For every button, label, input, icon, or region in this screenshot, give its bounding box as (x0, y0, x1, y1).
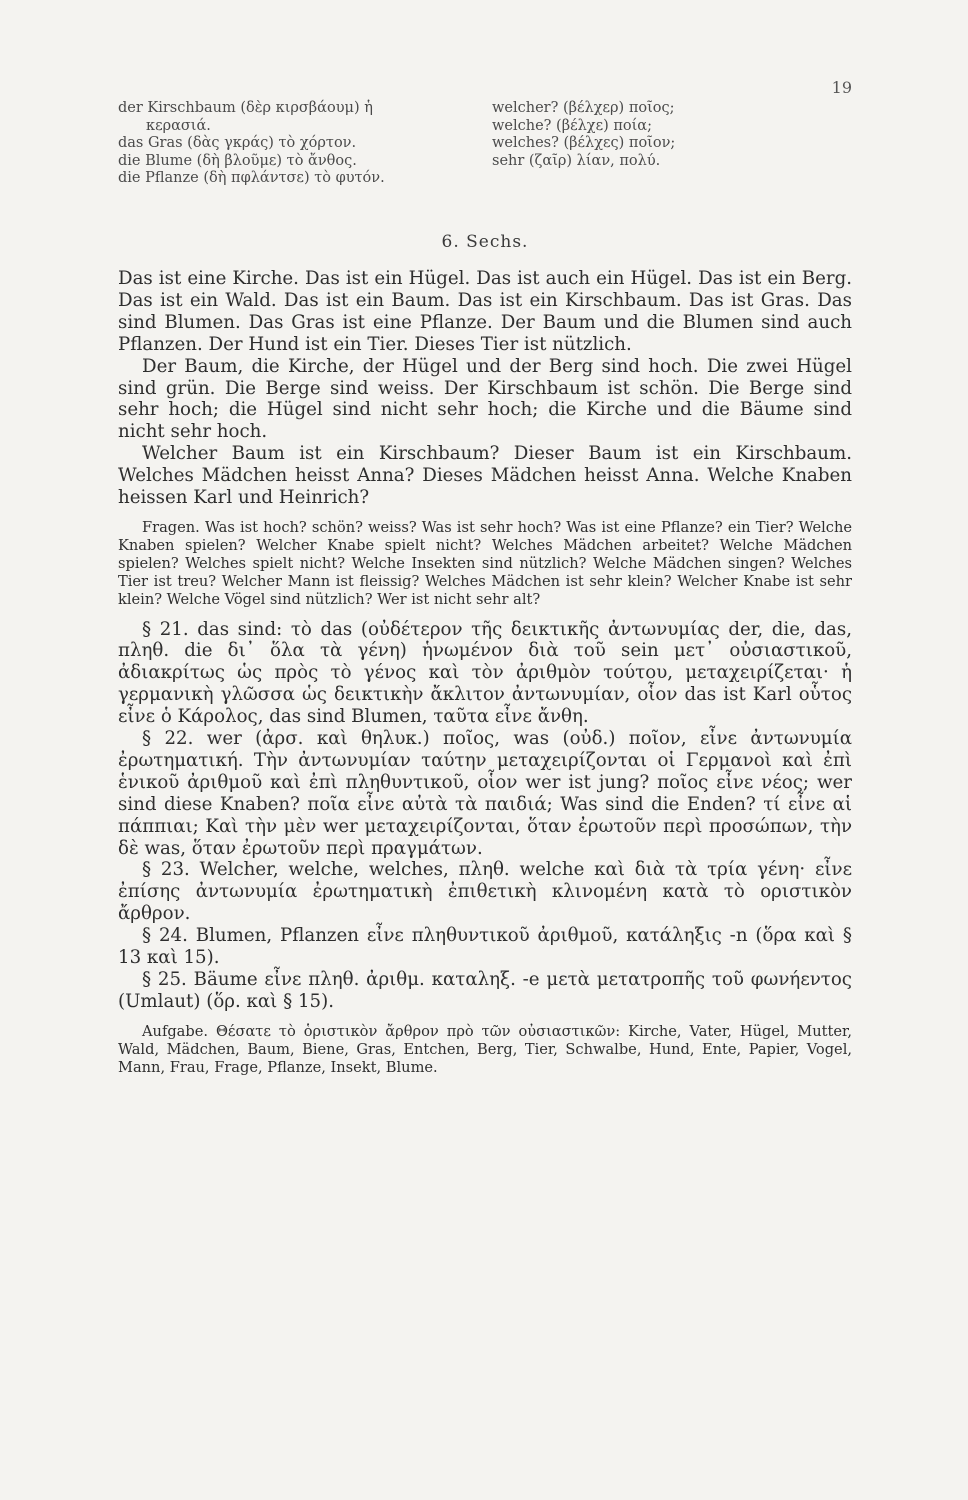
vocabulary-list-left (118, 100, 488, 188)
vocab-entry: κερασιά. (146, 117, 211, 134)
vocab-entry: die Blume (δὴ βλοῦμε) τὸ ἄνθος. (118, 152, 357, 169)
vocabulary-list-right (492, 100, 852, 170)
page-number: 19 (831, 78, 852, 97)
vocab-entry: welcher? (βέλχερ) ποῖος; (492, 100, 675, 116)
exercise-paragraph: Aufgabe. Θέσατε τὸ ὁριστικὸν ἄρθρον πρὸ τῶν οὐσιαστικῶν: Kirche, Vater, Hügel, Mutter, Wald, Mädchen, Baum, Biene, Gras, Entchen, Berg, Tier, Schwalbe, Hund, Ente, Papier, Vogel, Mann, Frau, Frage, Pflanze, Insekt, Blume. (118, 1022, 852, 1076)
lesson-paragraph: Welcher Baum ist ein Kirschbaum? Dieser Baum ist ein Kirschbaum. Welches Mädchen heisst Anna? Dieses Mädchen heisst Anna. Welche Knaben heissen Karl und Heinrich? (118, 443, 852, 509)
vocab-entry: der Kirschbaum (δὲρ κιρσβάουμ) ἡ (118, 100, 373, 116)
grammar-rule: § 21. das sind: τὸ das (οὐδέτερον τῆς δεικτικῆς ἀντωνυμίας der, die, das, πληθ. die δι᾽ ὅλα τὰ γένη) ἡνωμένον διὰ τοῦ sein μετ᾽ οὐσιαστικοῦ, ἀδιακρίτως ὡς πρὸς τὸ γένος καὶ τὸν ἀριθμὸν τούτου, μεταχειρίζεται· ἡ γερμανικὴ γλῶσσα ὡς δεικτικὴν ἄκλιτον ἀντωνυμίαν, οἷον das ist Karl οὗτος εἶνε ὁ Κάρολος, das sind Blumen, ταῦτα εἶνε ἄνθη. (118, 618, 852, 728)
grammar-rule: § 24. Blumen, Pflanzen εἶνε πληθυντικοῦ ἀριθμοῦ, κατάληξις -n (ὅρα καὶ § 13 καὶ 15). (118, 925, 852, 969)
section-heading: 6. Sechs. (441, 232, 529, 252)
vocab-entry: welches? (βέλχες) ποῖον; (492, 135, 676, 152)
lesson-paragraph: Das ist eine Kirche. Das ist ein Hügel. Das ist auch ein Hügel. Das ist ein Berg. Das ist ein Wald. Das ist ein Baum. Das ist ein Kirschbaum. Das ist Gras. Das sind Blumen. Das Gras ist eine Pflanze. Der Baum und die Blumen sind auch Pflanzen. Der Hund ist ein Tier. Dieses Tier ist nützlich. (118, 268, 852, 355)
grammar-rule: § 22. wer (ἀρσ. καὶ θηλυκ.) ποῖος, was (οὐδ.) ποῖον, εἶνε ἀντωνυμία ἐρωτηματική. Τὴν ἀντωνυμίαν ταύτην μεταχειρίζονται οἱ Γερμανοὶ καὶ ἐπὶ ἑνικοῦ ἀριθμοῦ καὶ ἐπὶ πληθυντικοῦ, οἷον wer ist jung? ποῖος εἶνε νέος; wer sind diese Knaben? ποῖα εἶνε αὐτὰ τὰ παιδιά; Was sind die Enden? τί εἶνε αἱ πάππιαι; Καὶ τὴν μὲν wer μεταχειρίζονται, ὅταν ἐρωτοῦν περὶ προσώπων, τὴν δὲ was, ὅταν ἐρωτοῦν περὶ πραγμάτων. (118, 728, 852, 859)
vocab-entry: das Gras (δὰς γκράς) τὸ χόρτον. (118, 135, 357, 152)
vocab-entry: welche? (βέλχε) ποία; (492, 117, 652, 134)
grammar-rule: § 25. Bäume εἶνε πληθ. ἀριθμ. καταληξ. -e μετὰ μετατροπῆς τοῦ φωνήεντος (Umlaut) (ὅρ. καὶ § 15). (118, 969, 852, 1012)
questions-paragraph: Fragen. Was ist hoch? schön? weiss? Was ist sehr hoch? Was ist eine Pflanze? ein Tier? Welche Knaben spielen? Welcher Knabe spielt nicht? Welches Mädchen arbeitet? Welche Mädchen spielen? Welches spielt nicht? Welche Insekten sind nützlich? Welche Mädchen singen? Welches Tier ist treu? Welcher Mann ist fleissig? Welches Mädchen ist sehr klein? Welcher Knabe ist sehr klein? Welche Vögel sind nützlich? Wer ist nicht sehr alt? (118, 518, 852, 608)
vocab-entry: sehr (ζαῖρ) λίαν, πολύ. (492, 152, 661, 169)
grammar-rule: § 23. Welcher, welche, welches, πληθ. welche καὶ διὰ τὰ τρία γένη· εἶνε ἐπίσης ἀντωνυμία ἐρωτηματικὴ ἐπιθετικὴ κλινομένη κατὰ τὸ οριστικὸν ἄρθρον. (118, 859, 852, 925)
lesson-text (118, 268, 852, 1077)
vocab-entry: die Pflanze (δὴ πφλάντσε) τὸ φυτόν. (118, 170, 385, 187)
lesson-paragraph: Der Baum, die Kirche, der Hügel und der Berg sind hoch. Die zwei Hügel sind grün. Die Berge sind weiss. Der Kirschbaum ist schön. Die Berge sind sehr hoch; die Hügel sind nicht sehr hoch; die Kirche und die Bäume sind nicht sehr hoch. (118, 355, 852, 443)
